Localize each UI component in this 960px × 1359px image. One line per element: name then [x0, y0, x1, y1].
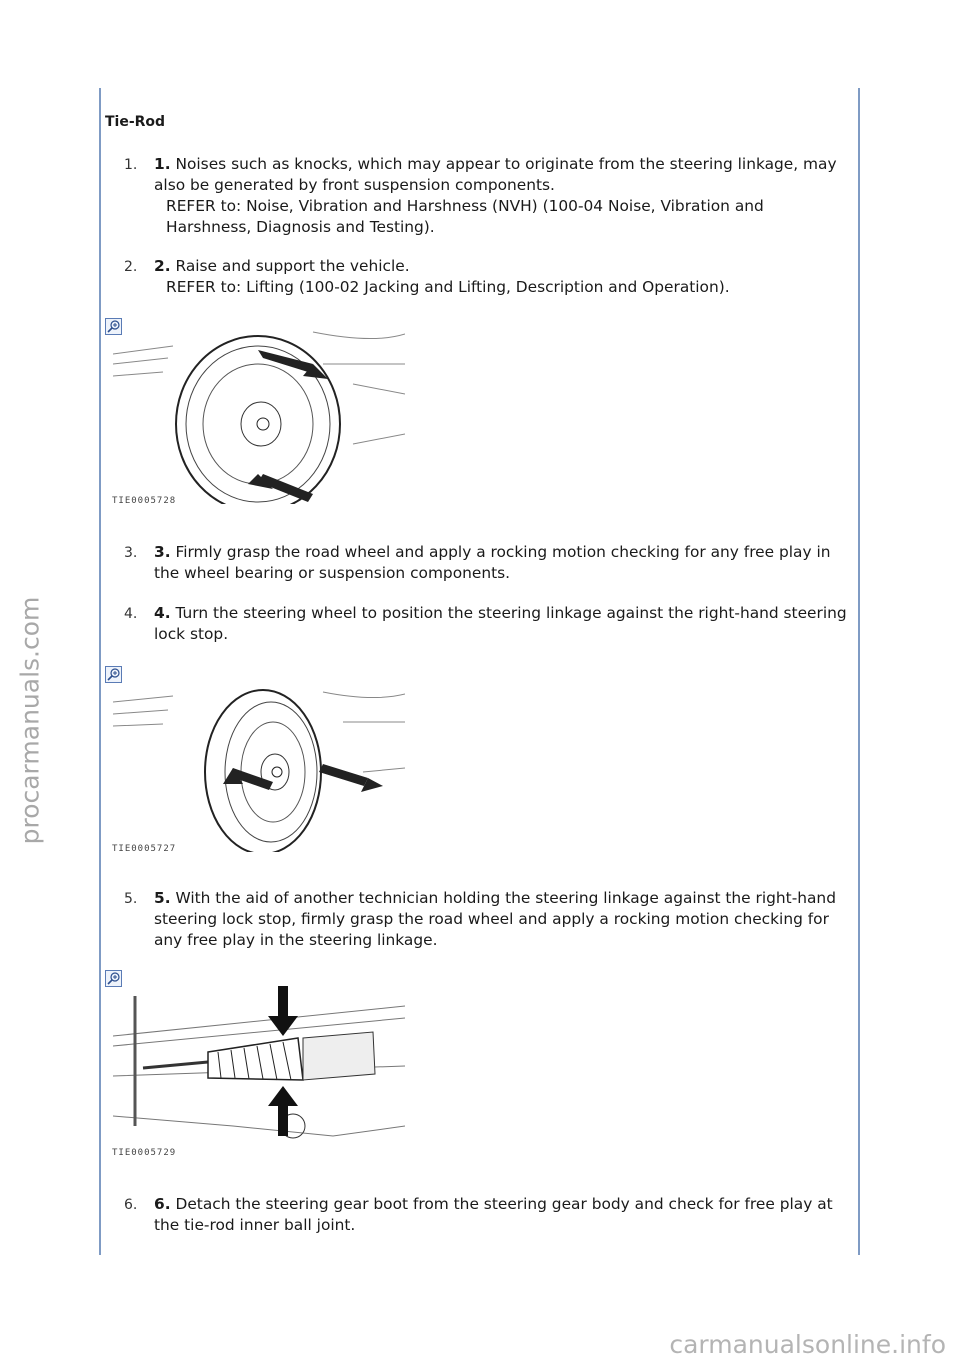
step-lead: 5. [154, 889, 171, 907]
section-title: Tie-Rod [105, 114, 166, 130]
step-lead: 1. [154, 155, 171, 173]
steering-gear-illustration [113, 976, 405, 1156]
step-2 [124, 256, 850, 298]
step-text: Raise and support the vehicle. [175, 257, 410, 275]
figure-code: TIE0005729 [112, 1148, 177, 1158]
step-number: 2. [124, 259, 138, 275]
wheel-illustration [113, 324, 405, 504]
step-text: Firmly grasp the road wheel and apply a rocking motion checking for any free play in the wheel bearing or suspension components. [154, 543, 831, 582]
step-text: Detach the steering gear boot from the steering gear body and check for free play at the tie-rod inner ball joint. [154, 1195, 833, 1234]
left-margin-rule [99, 88, 101, 1255]
figure-wheel-horizontal-rock [105, 666, 405, 856]
right-margin-rule [858, 88, 860, 1255]
figure-code: TIE0005728 [112, 496, 177, 506]
bottom-watermark: carmanualsonline.info [669, 1330, 946, 1359]
step-lead: 4. [154, 604, 171, 622]
step-text: Noises such as knocks, which may appear to originate from the steering linkage, may also be generated by front suspension components. [154, 155, 837, 194]
wheel-illustration [113, 672, 405, 852]
step-1 [124, 154, 850, 238]
step-number: 1. [124, 157, 138, 173]
step-reference-link[interactable]: REFER to: Noise, Vibration and Harshness (NVH) (100-04 Noise, Vibration and Harshness, Diagnosis and Testing). [166, 197, 764, 236]
step-4 [124, 603, 850, 645]
step-text: Turn the steering wheel to position the steering linkage against the right-hand steering lock stop. [154, 604, 847, 643]
step-text: With the aid of another technician holding the steering linkage against the right-hand steering lock stop, firmly grasp the road wheel and apply a rocking motion checking for any free play in the steering linkage. [154, 889, 836, 949]
step-lead: 6. [154, 1195, 171, 1213]
step-number: 6. [124, 1197, 138, 1213]
step-3 [124, 542, 850, 584]
figure-code: TIE0005727 [112, 844, 177, 854]
figure-wheel-vertical-rock [105, 318, 405, 508]
step-5 [124, 888, 850, 951]
step-reference-link[interactable]: REFER to: Lifting (100-02 Jacking and Lifting, Description and Operation). [166, 278, 730, 296]
side-watermark: procarmanuals.com [15, 596, 45, 844]
step-number: 4. [124, 606, 138, 622]
step-number: 3. [124, 545, 138, 561]
step-lead: 2. [154, 257, 171, 275]
step-6 [124, 1194, 850, 1236]
step-lead: 3. [154, 543, 171, 561]
figure-steering-gear-boot [105, 970, 405, 1160]
step-number: 5. [124, 891, 138, 907]
